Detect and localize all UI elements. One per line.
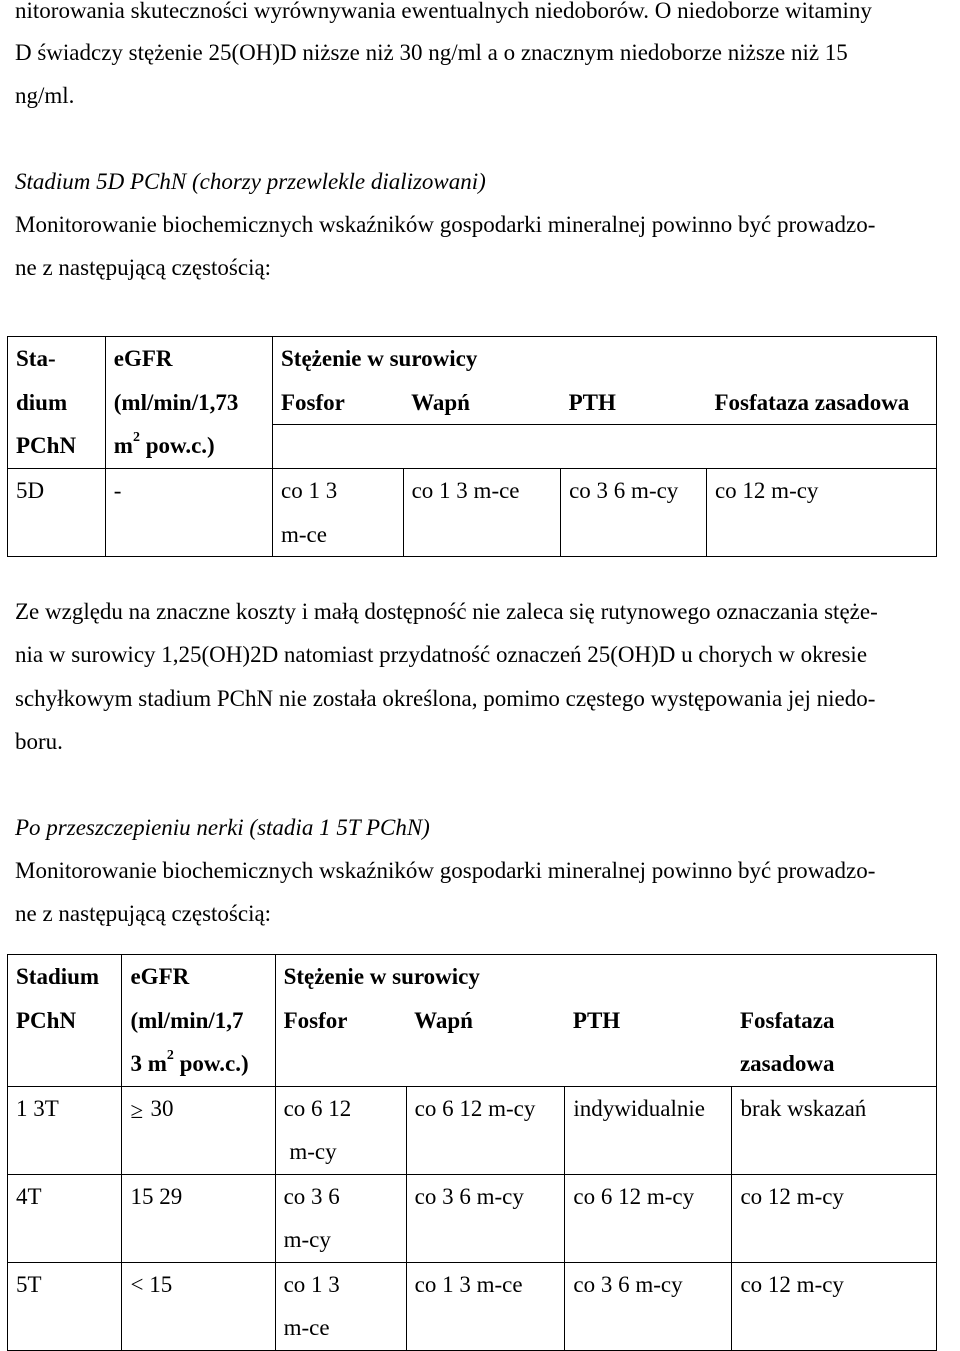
table-row bbox=[8, 1174, 937, 1262]
cell-egfr: 15 29 bbox=[122, 1174, 275, 1262]
cell-fosfataza: brak wskazań bbox=[732, 1086, 937, 1174]
cell-pth: co 3 6 m-cy bbox=[561, 469, 707, 557]
greater-equal-icon bbox=[130, 1089, 144, 1107]
intro-line-3: ng/ml. bbox=[15, 83, 75, 108]
header-fosfor: Fosfor bbox=[275, 999, 406, 1087]
table-header-row bbox=[8, 955, 937, 999]
table-header-row bbox=[8, 337, 937, 381]
cell-wapn: co 1 3 m-ce bbox=[403, 469, 561, 557]
table-row bbox=[8, 1262, 937, 1350]
cell-pth: indywidualnie bbox=[565, 1086, 732, 1174]
cell-pth: co 3 6 m-cy bbox=[565, 1262, 732, 1350]
cell-wapn: co 1 3 m-ce bbox=[406, 1262, 565, 1350]
section1-heading: Stadium 5D PChN (chorzy przewlekle dializowani) bbox=[15, 169, 486, 194]
cell-fosfataza: co 12 m-cy bbox=[732, 1262, 937, 1350]
intro-line-1: nitorowania skuteczności wyrównywania ewentualnych niedoborów. O niedoborze witaminy bbox=[15, 0, 872, 23]
section2-heading: Po przeszczepieniu nerki (stadia 1 5T PChN) bbox=[15, 815, 430, 840]
header-wapn: Wapń bbox=[406, 999, 565, 1087]
header-pth: PTH bbox=[565, 999, 732, 1087]
cell-fosfor: co 1 3 m-ce bbox=[275, 1262, 406, 1350]
header-group-concentration: Stężenie w surowicy bbox=[273, 337, 937, 381]
cell-fosfataza: co 12 m-cy bbox=[732, 1174, 937, 1262]
cell-stadium: 1 3T bbox=[8, 1086, 122, 1174]
section2-text-line-2: ne z następującą częstością: bbox=[15, 901, 272, 926]
cell-egfr: ≥ 30 bbox=[122, 1086, 275, 1174]
header-fosfataza: Fosfataza zasadowa bbox=[706, 381, 936, 425]
header-stadium: Sta- dium PChN bbox=[8, 337, 106, 469]
section2-text-line-1: Monitorowanie biochemicznych wskaźników gospodarki mineralnej powinno być prowadzo- bbox=[15, 858, 876, 883]
header-fosfataza: Fosfataza zasadowa bbox=[732, 999, 937, 1087]
section1-text-line-2: ne z następującą częstością: bbox=[15, 255, 272, 280]
header-stadium: Stadium PChN bbox=[8, 955, 122, 1087]
header-wapn: Wapń bbox=[403, 381, 561, 425]
header-group-concentration: Stężenie w surowicy bbox=[275, 955, 936, 999]
cell-wapn: co 6 12 m-cy bbox=[406, 1086, 565, 1174]
cell-pth: co 6 12 m-cy bbox=[565, 1174, 732, 1262]
monitoring-table-transplant bbox=[7, 954, 937, 1351]
header-fosfor: Fosfor bbox=[273, 381, 404, 425]
header-egfr: eGFR (ml/min/1,7 3 $m^2$ pow.c.) bbox=[122, 955, 275, 1087]
cell-stadium: 5D bbox=[8, 469, 106, 557]
cell-fosfor: co 6 12 m-cy bbox=[275, 1086, 406, 1174]
header-pth: PTH bbox=[561, 381, 707, 425]
table-row bbox=[8, 469, 937, 557]
cell-fosfataza: co 12 m-cy bbox=[706, 469, 936, 557]
para2-line-4: boru. bbox=[15, 729, 63, 754]
cell-fosfor: co 1 3 m-ce bbox=[273, 469, 404, 557]
cell-egfr: - bbox=[105, 469, 272, 557]
cell-stadium: 4T bbox=[8, 1174, 122, 1262]
section1-text-line-1: Monitorowanie biochemicznych wskaźników gospodarki mineralnej powinno być prowadzo- bbox=[15, 212, 876, 237]
para2-line-1: Ze względu na znaczne koszty i małą dostępność nie zaleca się rutynowego oznaczania stęże- bbox=[15, 599, 878, 624]
cell-wapn: co 3 6 m-cy bbox=[406, 1174, 565, 1262]
cell-egfr: < 15 bbox=[122, 1262, 275, 1350]
cell-stadium: 5T bbox=[8, 1262, 122, 1350]
header-egfr: eGFR (ml/min/1,73 $m^2$ pow.c.) bbox=[105, 337, 272, 469]
intro-line-2: D świadczy stężenie 25(OH)D niższe niż 30 ng/ml a o znacznym niedoborze niższe niż 15 bbox=[15, 40, 848, 65]
table-row bbox=[8, 1086, 937, 1174]
cell-fosfor: co 3 6 m-cy bbox=[275, 1174, 406, 1262]
para2-line-2: nia w surowicy 1,25(OH)2D natomiast przydatność oznaczeń 25(OH)D u chorych w okresie bbox=[15, 642, 868, 667]
monitoring-table-5d bbox=[7, 336, 937, 557]
para2-line-3: schyłkowym stadium PChN nie została określona, pomimo częstego występowania jej niedo- bbox=[15, 686, 876, 711]
